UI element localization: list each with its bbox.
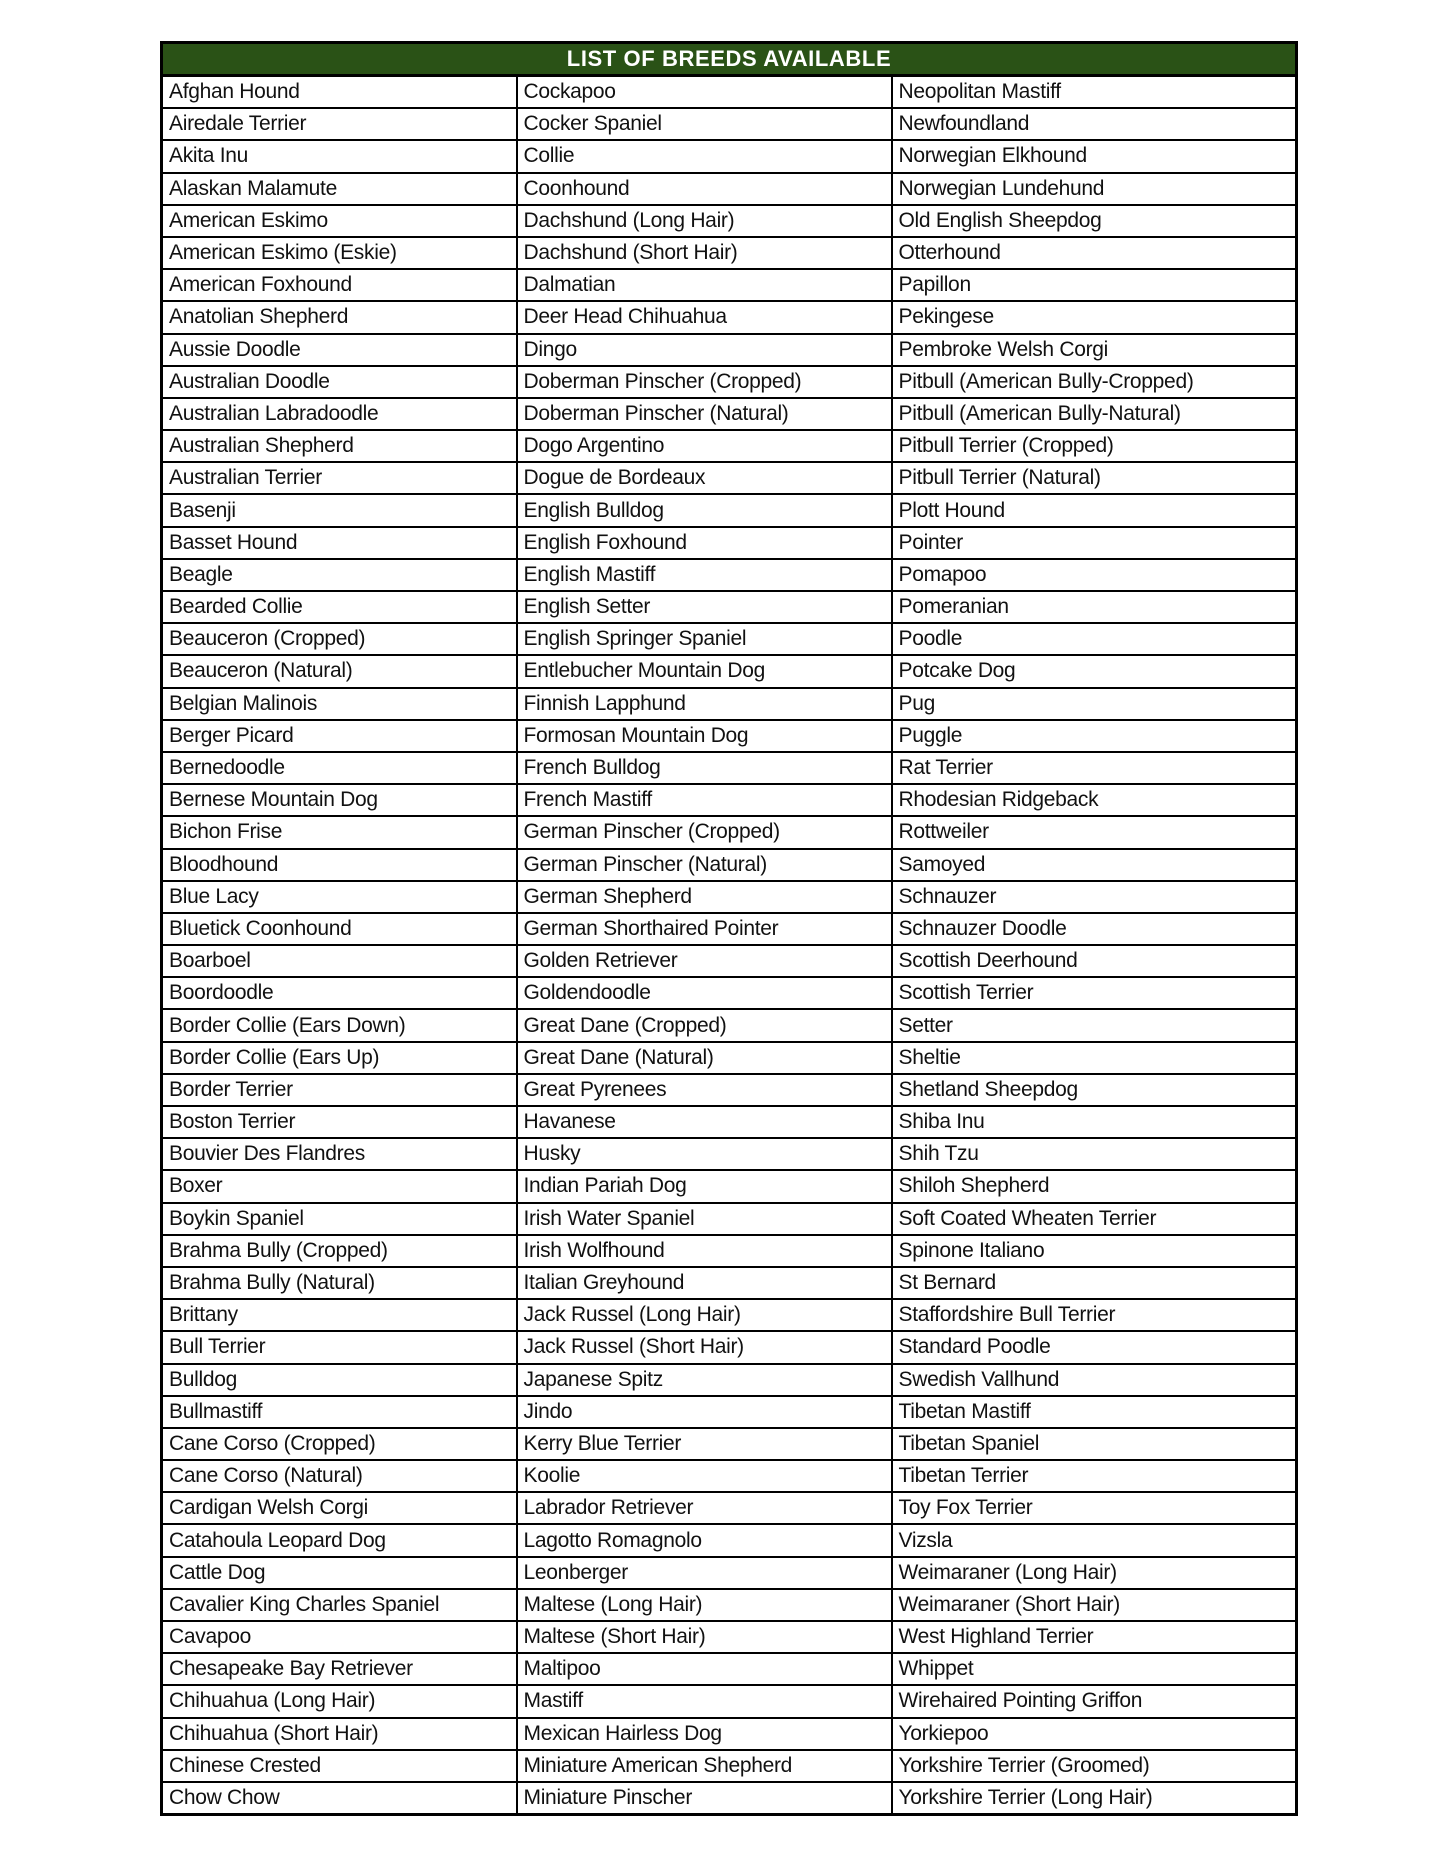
table-row [162, 1009, 1297, 1041]
breeds-table [160, 41, 1298, 1816]
breed-cell: Great Dane (Natural) [517, 1042, 892, 1074]
breed-cell: Irish Wolfhound [517, 1235, 892, 1267]
table-row [162, 205, 1297, 237]
table-row [162, 462, 1297, 494]
breed-cell: Schnauzer Doodle [892, 913, 1297, 945]
breed-cell: Australian Terrier [162, 462, 517, 494]
breed-cell: English Foxhound [517, 527, 892, 559]
breed-cell: Tibetan Spaniel [892, 1428, 1297, 1460]
table-row [162, 1460, 1297, 1492]
breed-cell: Golden Retriever [517, 945, 892, 977]
breed-cell: Pitbull Terrier (Cropped) [892, 430, 1297, 462]
breed-cell: Cavapoo [162, 1621, 517, 1653]
breed-cell: English Bulldog [517, 494, 892, 526]
breed-cell: Dogue de Bordeaux [517, 462, 892, 494]
breed-cell: Vizsla [892, 1524, 1297, 1556]
breed-cell: Boston Terrier [162, 1106, 517, 1138]
breed-cell: Akita Inu [162, 140, 517, 172]
breed-cell: Border Terrier [162, 1074, 517, 1106]
table-row [162, 1331, 1297, 1363]
breed-cell: Dachshund (Short Hair) [517, 237, 892, 269]
breed-cell: Maltipoo [517, 1653, 892, 1685]
breed-cell: Pointer [892, 527, 1297, 559]
breed-cell: Bull Terrier [162, 1331, 517, 1363]
breed-cell: Great Pyrenees [517, 1074, 892, 1106]
breed-cell: Alaskan Malamute [162, 173, 517, 205]
table-row [162, 1557, 1297, 1589]
table-row [162, 1750, 1297, 1782]
breed-cell: St Bernard [892, 1267, 1297, 1299]
table-row [162, 1074, 1297, 1106]
table-row [162, 366, 1297, 398]
breed-cell: Bernese Mountain Dog [162, 784, 517, 816]
breed-cell: Irish Water Spaniel [517, 1203, 892, 1235]
table-row [162, 655, 1297, 687]
table-row [162, 76, 1297, 109]
breed-cell: Whippet [892, 1653, 1297, 1685]
breed-cell: German Pinscher (Natural) [517, 849, 892, 881]
breed-cell: Pitbull (American Bully-Natural) [892, 398, 1297, 430]
table-row [162, 1042, 1297, 1074]
breed-cell: Border Collie (Ears Up) [162, 1042, 517, 1074]
breed-cell: Tibetan Terrier [892, 1460, 1297, 1492]
table-row [162, 1299, 1297, 1331]
breed-cell: Pomeranian [892, 591, 1297, 623]
breed-cell: West Highland Terrier [892, 1621, 1297, 1653]
breed-cell: Basset Hound [162, 527, 517, 559]
table-row [162, 237, 1297, 269]
breed-cell: Cattle Dog [162, 1557, 517, 1589]
table-row [162, 1428, 1297, 1460]
breed-cell: English Setter [517, 591, 892, 623]
breed-cell: Border Collie (Ears Down) [162, 1009, 517, 1041]
breed-cell: Boykin Spaniel [162, 1203, 517, 1235]
breed-cell: Beauceron (Natural) [162, 655, 517, 687]
breed-cell: French Mastiff [517, 784, 892, 816]
breed-cell: Australian Labradoodle [162, 398, 517, 430]
breed-cell: Dogo Argentino [517, 430, 892, 462]
breed-cell: Belgian Malinois [162, 688, 517, 720]
breed-cell: Shih Tzu [892, 1138, 1297, 1170]
breed-cell: Schnauzer [892, 881, 1297, 913]
breed-cell: Japanese Spitz [517, 1364, 892, 1396]
breed-cell: Collie [517, 140, 892, 172]
breed-cell: American Foxhound [162, 269, 517, 301]
breed-cell: Rhodesian Ridgeback [892, 784, 1297, 816]
breed-cell: Afghan Hound [162, 76, 517, 109]
breed-cell: Basenji [162, 494, 517, 526]
breed-cell: Weimaraner (Short Hair) [892, 1589, 1297, 1621]
breed-cell: Rottweiler [892, 816, 1297, 848]
breed-cell: Italian Greyhound [517, 1267, 892, 1299]
breed-cell: Pomapoo [892, 559, 1297, 591]
breed-cell: Beagle [162, 559, 517, 591]
table-row [162, 1589, 1297, 1621]
breed-cell: Dalmatian [517, 269, 892, 301]
table-row [162, 977, 1297, 1009]
breed-cell: Puggle [892, 720, 1297, 752]
table-row [162, 108, 1297, 140]
breed-cell: Cockapoo [517, 76, 892, 109]
breed-cell: Chihuahua (Short Hair) [162, 1718, 517, 1750]
table-row [162, 1718, 1297, 1750]
table-row [162, 1267, 1297, 1299]
breed-cell: Pitbull (American Bully-Cropped) [892, 366, 1297, 398]
breed-cell: Sheltie [892, 1042, 1297, 1074]
breed-cell: Formosan Mountain Dog [517, 720, 892, 752]
breed-cell: Cardigan Welsh Corgi [162, 1492, 517, 1524]
table-row [162, 1364, 1297, 1396]
breed-cell: Shiloh Shepherd [892, 1170, 1297, 1202]
table-row [162, 1203, 1297, 1235]
table-row [162, 1492, 1297, 1524]
breed-cell: Pitbull Terrier (Natural) [892, 462, 1297, 494]
breed-cell: German Shorthaired Pointer [517, 913, 892, 945]
breed-cell: Labrador Retriever [517, 1492, 892, 1524]
breed-cell: Anatolian Shepherd [162, 301, 517, 333]
table-row [162, 784, 1297, 816]
breed-cell: Brittany [162, 1299, 517, 1331]
breed-cell: Mastiff [517, 1685, 892, 1717]
breed-cell: American Eskimo (Eskie) [162, 237, 517, 269]
breed-cell: English Springer Spaniel [517, 623, 892, 655]
breed-cell: Blue Lacy [162, 881, 517, 913]
breed-cell: Neopolitan Mastiff [892, 76, 1297, 109]
table-row [162, 623, 1297, 655]
breed-cell: Newfoundland [892, 108, 1297, 140]
breed-cell: Yorkshire Terrier (Groomed) [892, 1750, 1297, 1782]
table-row [162, 173, 1297, 205]
breed-cell: French Bulldog [517, 752, 892, 784]
table-title: LIST OF BREEDS AVAILABLE [162, 43, 1297, 76]
table-row [162, 688, 1297, 720]
breed-cell: Pembroke Welsh Corgi [892, 334, 1297, 366]
breed-cell: Soft Coated Wheaten Terrier [892, 1203, 1297, 1235]
breed-cell: Bullmastiff [162, 1396, 517, 1428]
breed-cell: Standard Poodle [892, 1331, 1297, 1363]
breed-cell: Chihuahua (Long Hair) [162, 1685, 517, 1717]
breed-cell: Miniature Pinscher [517, 1782, 892, 1815]
breed-cell: Yorkshire Terrier (Long Hair) [892, 1782, 1297, 1815]
breed-cell: Boordoodle [162, 977, 517, 1009]
breed-cell: Yorkiepoo [892, 1718, 1297, 1750]
breed-cell: Aussie Doodle [162, 334, 517, 366]
breed-cell: Lagotto Romagnolo [517, 1524, 892, 1556]
breed-cell: Cane Corso (Cropped) [162, 1428, 517, 1460]
breed-cell: Toy Fox Terrier [892, 1492, 1297, 1524]
table-row [162, 913, 1297, 945]
breed-cell: Jack Russel (Short Hair) [517, 1331, 892, 1363]
table-header-row [162, 43, 1297, 76]
breed-cell: Tibetan Mastiff [892, 1396, 1297, 1428]
breed-cell: Beauceron (Cropped) [162, 623, 517, 655]
breed-cell: Bernedoodle [162, 752, 517, 784]
breed-cell: Plott Hound [892, 494, 1297, 526]
breed-cell: Dingo [517, 334, 892, 366]
breed-cell: Jack Russel (Long Hair) [517, 1299, 892, 1331]
breed-cell: Maltese (Short Hair) [517, 1621, 892, 1653]
breed-cell: German Pinscher (Cropped) [517, 816, 892, 848]
breed-cell: Norwegian Elkhound [892, 140, 1297, 172]
table-row [162, 1621, 1297, 1653]
breed-cell: Bloodhound [162, 849, 517, 881]
breed-cell: Cane Corso (Natural) [162, 1460, 517, 1492]
table-row [162, 1524, 1297, 1556]
table-row [162, 430, 1297, 462]
breed-cell: Doberman Pinscher (Natural) [517, 398, 892, 430]
breed-cell: Pug [892, 688, 1297, 720]
breed-cell: Mexican Hairless Dog [517, 1718, 892, 1750]
breed-cell: Weimaraner (Long Hair) [892, 1557, 1297, 1589]
breed-cell: Wirehaired Pointing Griffon [892, 1685, 1297, 1717]
breed-cell: Scottish Deerhound [892, 945, 1297, 977]
breed-cell: Airedale Terrier [162, 108, 517, 140]
breed-cell: Finnish Lapphund [517, 688, 892, 720]
breed-cell: Brahma Bully (Cropped) [162, 1235, 517, 1267]
breed-cell: Pekingese [892, 301, 1297, 333]
breed-cell: Cocker Spaniel [517, 108, 892, 140]
table-row [162, 1782, 1297, 1815]
breed-cell: Leonberger [517, 1557, 892, 1589]
breed-cell: Bluetick Coonhound [162, 913, 517, 945]
breed-cell: Berger Picard [162, 720, 517, 752]
breed-cell: American Eskimo [162, 205, 517, 237]
table-row [162, 945, 1297, 977]
breed-cell: Brahma Bully (Natural) [162, 1267, 517, 1299]
breed-cell: German Shepherd [517, 881, 892, 913]
breed-cell: Potcake Dog [892, 655, 1297, 687]
breed-cell: Miniature American Shepherd [517, 1750, 892, 1782]
table-row [162, 1106, 1297, 1138]
table-row [162, 494, 1297, 526]
breed-cell: English Mastiff [517, 559, 892, 591]
breed-cell: Shiba Inu [892, 1106, 1297, 1138]
table-row [162, 398, 1297, 430]
table-row [162, 720, 1297, 752]
breed-cell: Spinone Italiano [892, 1235, 1297, 1267]
breed-cell: Scottish Terrier [892, 977, 1297, 1009]
breed-cell: Rat Terrier [892, 752, 1297, 784]
table-row [162, 1653, 1297, 1685]
breeds-table-body [162, 76, 1297, 1815]
breed-cell: Jindo [517, 1396, 892, 1428]
breed-cell: Norwegian Lundehund [892, 173, 1297, 205]
table-row [162, 1685, 1297, 1717]
breed-cell: Entlebucher Mountain Dog [517, 655, 892, 687]
breed-cell: Bichon Frise [162, 816, 517, 848]
breed-cell: Deer Head Chihuahua [517, 301, 892, 333]
table-row [162, 1138, 1297, 1170]
table-row [162, 816, 1297, 848]
breed-cell: Papillon [892, 269, 1297, 301]
breed-cell: Chesapeake Bay Retriever [162, 1653, 517, 1685]
breed-cell: Boarboel [162, 945, 517, 977]
breed-cell: Boxer [162, 1170, 517, 1202]
breed-cell: Havanese [517, 1106, 892, 1138]
table-row [162, 527, 1297, 559]
breed-cell: Bearded Collie [162, 591, 517, 623]
breed-cell: Koolie [517, 1460, 892, 1492]
breed-cell: Bouvier Des Flandres [162, 1138, 517, 1170]
breed-cell: Bulldog [162, 1364, 517, 1396]
breed-cell: Setter [892, 1009, 1297, 1041]
breed-cell: Goldendoodle [517, 977, 892, 1009]
breed-cell: Coonhound [517, 173, 892, 205]
table-row [162, 269, 1297, 301]
breed-cell: Dachshund (Long Hair) [517, 205, 892, 237]
breed-cell: Indian Pariah Dog [517, 1170, 892, 1202]
breed-cell: Cavalier King Charles Spaniel [162, 1589, 517, 1621]
table-row [162, 140, 1297, 172]
breed-cell: Kerry Blue Terrier [517, 1428, 892, 1460]
breed-cell: Chow Chow [162, 1782, 517, 1815]
breed-cell: Catahoula Leopard Dog [162, 1524, 517, 1556]
breed-cell: Husky [517, 1138, 892, 1170]
breed-cell: Doberman Pinscher (Cropped) [517, 366, 892, 398]
breed-cell: Staffordshire Bull Terrier [892, 1299, 1297, 1331]
table-row [162, 881, 1297, 913]
table-row [162, 301, 1297, 333]
table-row [162, 752, 1297, 784]
table-row [162, 1170, 1297, 1202]
table-row [162, 334, 1297, 366]
breed-cell: Shetland Sheepdog [892, 1074, 1297, 1106]
breed-cell: Swedish Vallhund [892, 1364, 1297, 1396]
breed-cell: Great Dane (Cropped) [517, 1009, 892, 1041]
breed-cell: Australian Shepherd [162, 430, 517, 462]
breed-cell: Old English Sheepdog [892, 205, 1297, 237]
table-row [162, 559, 1297, 591]
table-row [162, 1235, 1297, 1267]
breed-cell: Otterhound [892, 237, 1297, 269]
breed-cell: Samoyed [892, 849, 1297, 881]
breed-cell: Australian Doodle [162, 366, 517, 398]
table-row [162, 591, 1297, 623]
breed-cell: Poodle [892, 623, 1297, 655]
table-row [162, 849, 1297, 881]
table-row [162, 1396, 1297, 1428]
breed-cell: Maltese (Long Hair) [517, 1589, 892, 1621]
breed-cell: Chinese Crested [162, 1750, 517, 1782]
